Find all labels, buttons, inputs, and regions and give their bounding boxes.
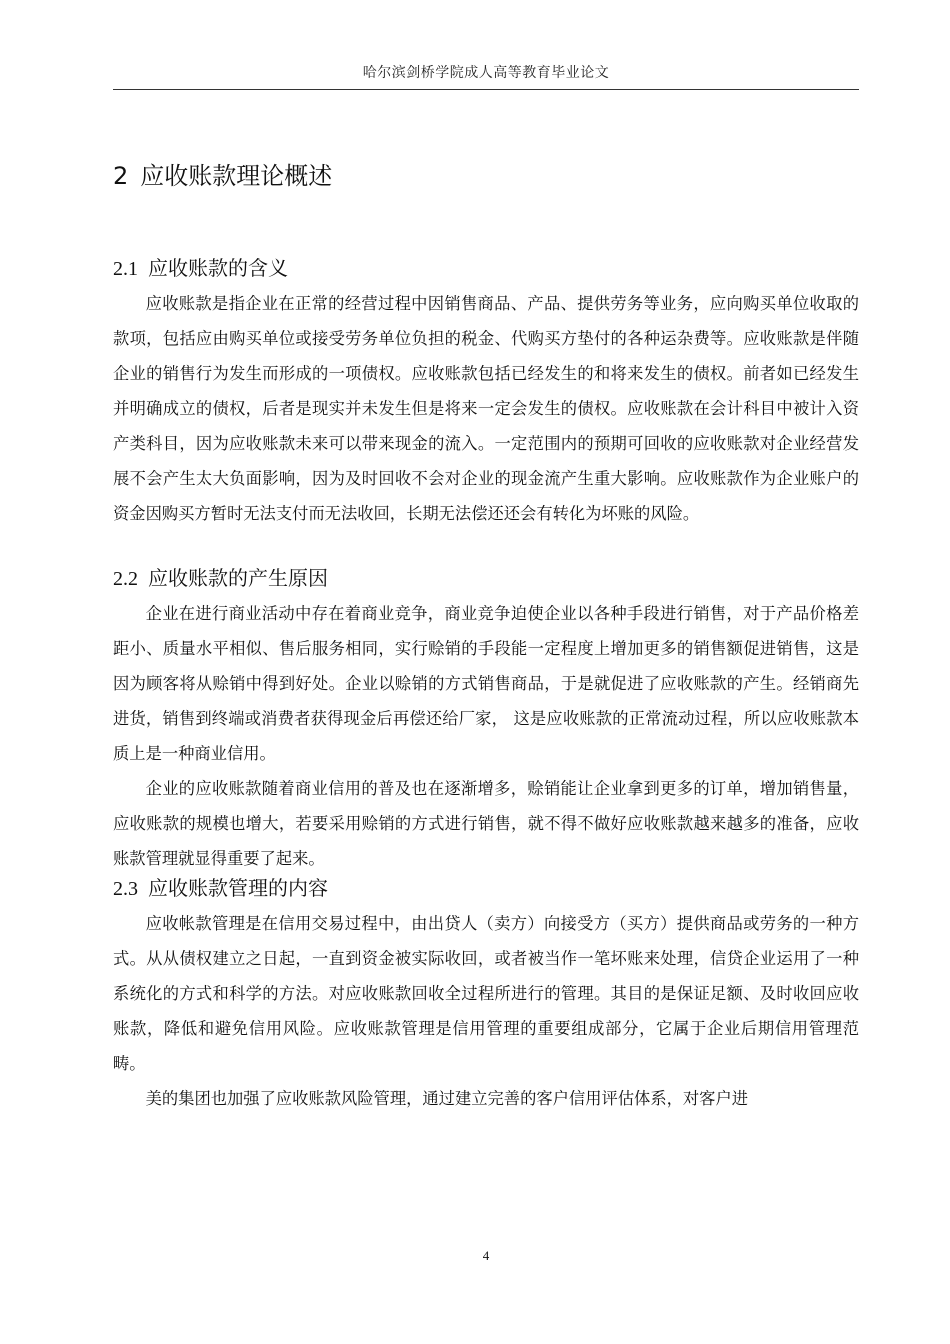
paragraph: 美的集团也加强了应收账款风险管理，通过建立完善的客户信用评估体系，对客户进: [145, 1089, 749, 1108]
paragraph: 企业的应收账款随着商业信用的普及也在逐渐增多，赊销能让企业拿到更多的订单，增加销售量，应收账款的规模也增大，若要采用赊销的方式进行销售，就不得不做好应收账款越来越多的准备，应收账款管理就显得重要了起来。: [113, 779, 859, 868]
chapter-title: [113, 158, 332, 194]
section-heading: [113, 871, 859, 906]
paragraph: 应收账款是指企业在正常的经营过程中因销售商品、产品、提供劳务等业务，应向购买单位收取的款项，包括应由购买单位或接受劳务单位负担的税金、代购买方垫付的各种运杂费等。应收账款是伴随企业的销售行为发生而形成的一项债权。应收账款包括已经发生的和将来发生的债权。前者如已经发生并明确成立的债权，后者是现实并未发生但是将来一定会发生的债权。应收账款在会计科目中被计入资产类科目，因为应收账款未来可以带来现金的流入。一定范围内的预期可回收的应收账款对企业经营发展不会产生太大负面影响，因为及时回收不会对企业的现金流产生重大影响。应收账款作为企业账户的资金因购买方暂时无法支付而无法收回，长期无法偿还还会有转化为坏账的风险。: [113, 294, 859, 523]
section-2-2: [113, 561, 859, 876]
page-header: 哈尔滨剑桥学院成人高等教育毕业论文: [362, 65, 610, 81]
section-number: 2.3: [113, 878, 138, 900]
section-title: 应收账款的产生原因: [148, 566, 328, 590]
section-heading: [113, 251, 859, 286]
section-2-1: [113, 251, 859, 531]
chapter-title-text: 应收账款理论概述: [140, 162, 333, 190]
section-number: 2.1: [113, 258, 138, 280]
section-heading: [113, 561, 859, 596]
header-divider: [113, 89, 859, 90]
section-number: 2.2: [113, 568, 138, 590]
section-2-3: [113, 871, 859, 1116]
section-title: 应收账款的含义: [148, 256, 288, 280]
paragraph: 应收帐款管理是在信用交易过程中，由出贷人（卖方）向接受方（买方）提供商品或劳务的一种方式。从从债权建立之日起，一直到资金被实际收回，或者被当作一笔坏账来处理，信贷企业运用了一种系统化的方式和科学的方法。对应收账款回收全过程所进行的管理。其目的是保证足额、及时收回应收账款，降低和避免信用风险。应收账款管理是信用管理的重要组成部分，它属于企业后期信用管理范畴。: [113, 914, 859, 1073]
chapter-number: 2: [113, 162, 129, 190]
section-title: 应收账款管理的内容: [148, 876, 328, 900]
paragraph: 企业在进行商业活动中存在着商业竞争，商业竞争迫使企业以各种手段进行销售，对于产品价格差距小、质量水平相似、售后服务相同，实行赊销的手段能一定程度上增加更多的销售额促进销售，这是因为顾客将从赊销中得到好处。企业以赊销的方式销售商品，于是就促进了应收账款的产生。经销商先进货，销售到终端或消费者获得现金后再偿还给厂家， 这是应收账款的正常流动过程，所以应收账款本质上是一种商业信用。: [113, 604, 859, 763]
page-number: 4: [482, 1248, 490, 1263]
